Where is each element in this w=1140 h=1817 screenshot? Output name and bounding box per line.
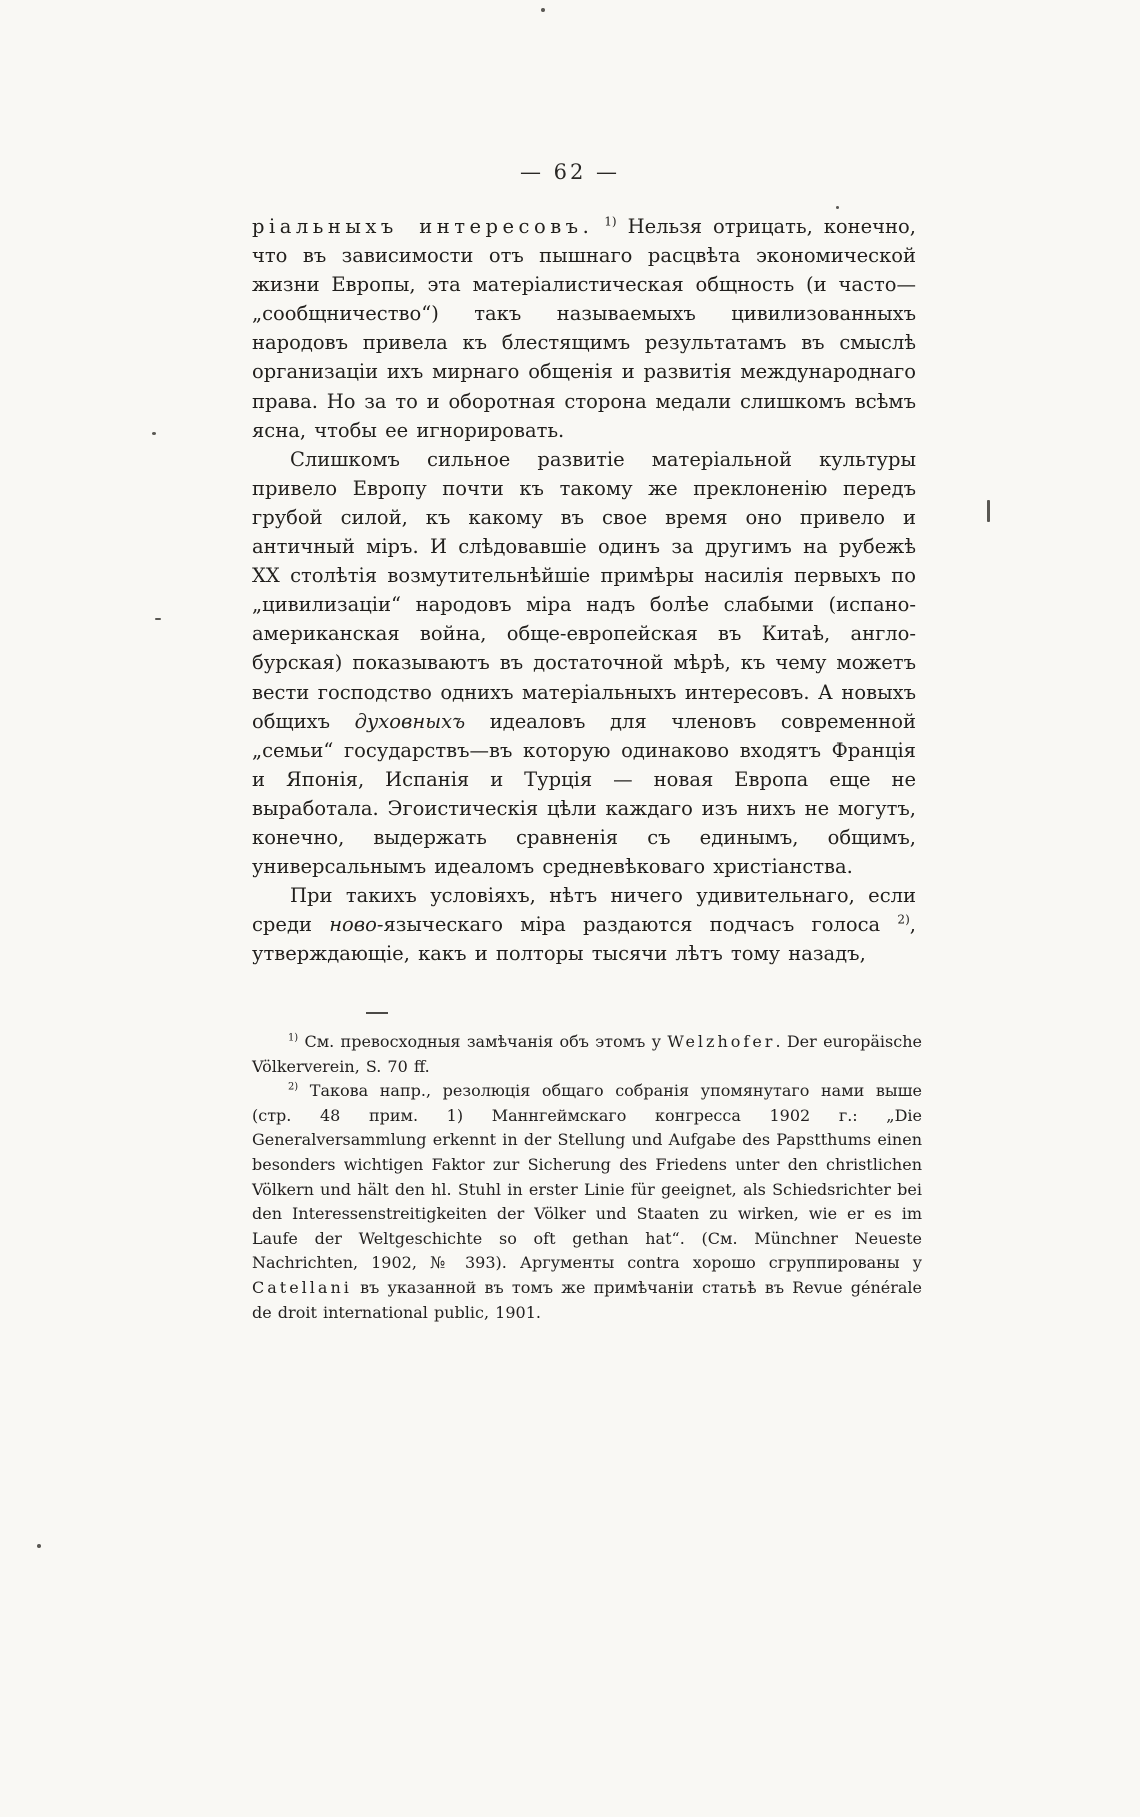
page-number-text: — 62 — xyxy=(519,160,621,184)
footnote-2 xyxy=(252,1079,922,1325)
footnote-text: . Der europäische Völkerverein, S. 70 ff. xyxy=(252,1032,922,1076)
footnote-separator-rule xyxy=(366,1012,388,1014)
italic-word: духовныхъ xyxy=(354,709,466,733)
paragraph-text: При такихъ условіяхъ, нѣтъ ничего удивительнаго, если среди xyxy=(252,884,916,937)
scan-artifact xyxy=(541,8,545,12)
scan-artifact xyxy=(37,1544,41,1548)
paragraph-text: Нельзя отрицать, конечно, что въ зависимости отъ пышнаго расцвѣта экономической жизни Европы, эта матеріалистическая общность (и часто— „сообщничество“) такъ называемыхъ цивилизованныхъ народовъ привела къ блестящимъ результатамъ въ смыслѣ организаціи ихъ мирнаго общенія и развитія международнаго права. Но за то и оборотная сторона медали слишкомъ всѣмъ ясна, чтобы ее игнорировать. xyxy=(252,215,916,442)
paragraph-text: языческаго міра раздаются подчасъ голоса xyxy=(383,913,898,937)
footnotes-block xyxy=(252,1030,922,1325)
paragraph-text: идеаловъ для членовъ современной „семьи“ государствъ—въ которую одинаково входятъ Франція и Японія, Испанія и Турція — новая Европа еще не выработала. Эгоистическія цѣли каждаго изъ нихъ не могутъ, конечно, выдержать сравненія съ единымъ, общимъ, универсальнымъ идеаломъ средневѣковаго христіанства. xyxy=(252,709,916,879)
footnote-text: См. превосходныя замѣчанія объ этомъ у xyxy=(298,1032,668,1051)
page-number xyxy=(0,160,1140,184)
spaced-lead-text: ріальныхъ интересовъ. xyxy=(252,215,594,238)
footnote-marker-2: 2) xyxy=(897,912,910,927)
footnote-text: въ указанной въ томъ же примѣчаніи статьѣ въ Revue générale de droit international public, 1901. xyxy=(252,1277,922,1322)
scan-artifact xyxy=(836,206,839,209)
paragraph-3 xyxy=(252,881,916,968)
paragraph-text: , утверждающіе, какъ и полторы тысячи лѣтъ тому назадъ, xyxy=(252,913,916,966)
paragraph-2 xyxy=(252,445,916,881)
spaced-author-name: Catellani xyxy=(252,1277,352,1297)
paragraph-text: Слишкомъ сильное развитіе матеріальной культуры привело Европу почти къ такому же преклоненію передъ грубой силой, къ какому въ свое время оно привело и античный міръ. И слѣдовавшіе одинъ за другимъ на рубежѣ XX столѣтія возмутительнѣйшіе примѣры насилія первыхъ по „цивилизаціи“ народовъ міра надъ болѣе слабыми (испано-американская война, обще-европейская въ Китаѣ, англо-бурская) показываютъ въ достаточной мѣрѣ, къ чему можетъ вести господство однихъ матеріальныхъ интересовъ. А новыхъ общихъ xyxy=(252,447,916,733)
footnote-1-marker: 1) xyxy=(288,1032,299,1044)
scan-artifact xyxy=(987,500,990,522)
scan-artifact xyxy=(155,618,161,620)
paragraph-continuation xyxy=(252,212,916,445)
footnote-2-marker: 2) xyxy=(288,1081,299,1093)
footnote-1 xyxy=(252,1030,922,1079)
italic-word: ново- xyxy=(329,913,384,937)
spaced-author-name: Welzhofer xyxy=(667,1032,776,1051)
footnote-text: Такова напр., резолюція общаго собранія упомянутаго нами выше (стр. 48 прим. 1) Маннгеймскаго конгресса 1902 г.: „Die Generalversammlung erkennt in der Stellung und Aufgabe des Papstthums einen besonders wichtigen Faktor zur Sicherung des Friedens unter den christlichen Völkern und hält den hl. Stuhl in erster Linie für geeignet, als Schiedsrichter bei den Interessenstreitigkeiten der Völker und Staaten zu wirken, wie er es im Laufe der Weltgeschichte so oft gethan hat“. (См. Münchner Neueste Nachrichten, 1902, № 393). Аргументы contra хорошо сгруппированы у xyxy=(252,1081,922,1273)
footnote-marker-1: 1) xyxy=(604,214,617,229)
scan-artifact xyxy=(152,432,156,435)
main-text-block xyxy=(252,212,916,968)
